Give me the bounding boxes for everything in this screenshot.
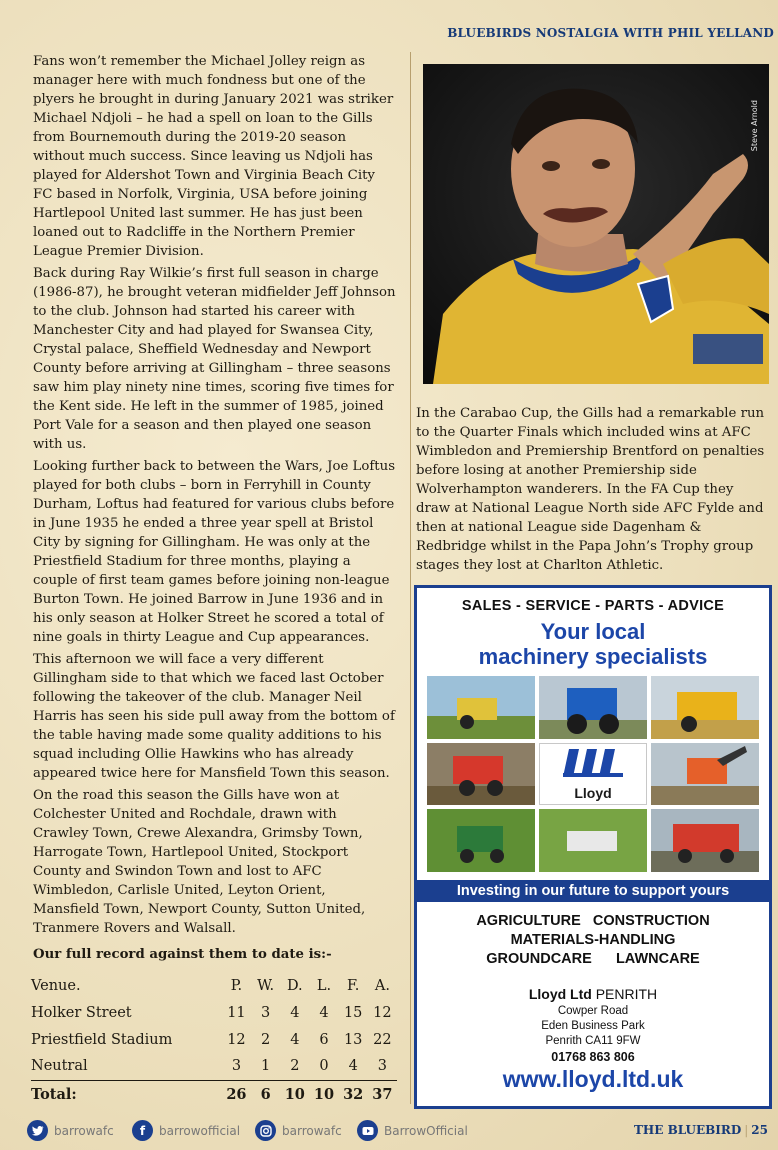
record-venue: Holker Street [31,1004,132,1021]
record-title: Our full record against them to date is:- [33,947,332,962]
facebook-icon: f [132,1120,153,1141]
record-cell: 11 [227,1004,246,1021]
record-venue: Priestfield Stadium [31,1031,173,1048]
cup-paragraph: In the Carabao Cup, the Gills had a remarkable run to the Quarter Finals which included wins at AFC Wimbledon and Premiership Brentford on penalties before losing at another Premiership side Wolverhampton wanderers. In the FA Cup they draw at National League North side AFC Fylde and then at national League side Dagenham & Redbridge whilst in the Papa John’s Trophy group stages they lost at Charlton Athletic. [416,406,765,573]
youtube-handle[interactable] [357,1120,468,1141]
record-total-label: Total: [31,1080,222,1109]
instagram-icon [255,1120,276,1141]
record-cell: 4 [290,1004,300,1021]
ad-headline-line-2: machinery specialists [478,644,708,669]
record-header-played: P. [230,977,243,994]
section-header: BLUEBIRDS NOSTALGIA WITH PHIL YELLAND [447,26,774,40]
record-cell: 2 [290,1058,300,1075]
ad-website[interactable]: www.lloyd.ltd.uk [502,1066,684,1092]
record-total-cell: 10 [280,1080,309,1109]
record-table [31,972,397,1109]
record-cell: 1 [261,1058,271,1075]
address-line-2: Eden Business Park [541,1020,645,1032]
magazine-name: THE BLUEBIRD [633,1123,742,1137]
page-number [634,1123,768,1137]
facebook-handle[interactable] [132,1120,240,1141]
services-line-3: GROUNDCARE LAWNCARE [486,951,700,967]
record-cell: 4 [290,1031,300,1048]
services-line-1: AGRICULTURE CONSTRUCTION [476,913,710,929]
record-row [31,999,397,1026]
twitter-handle-text: barrowafc [54,1123,114,1138]
record-total-cell: 26 [222,1080,251,1109]
company-name-bold: Lloyd Ltd [528,986,592,1002]
record-header-lost: L. [316,977,332,994]
player-photo [423,64,769,384]
record-header-venue: Venue. [31,977,81,994]
ad-banner: Investing in our future to support yours [417,880,769,902]
phone-number: 01768 863 806 [551,1050,635,1064]
record-cell: 4 [319,1004,329,1021]
photo-credit: Steve Arnold [750,100,759,152]
record-cell: 22 [373,1031,392,1048]
record-total-row [31,1080,397,1109]
record-venue: Neutral [31,1058,88,1075]
record-cell: 3 [231,1058,242,1075]
youtube-handle-text: BarrowOfficial [384,1123,468,1138]
twitter-icon [27,1120,48,1141]
record-total-cell: 37 [368,1080,397,1109]
column-divider [410,52,411,1104]
record-cell: 4 [348,1058,358,1075]
player-photo-illustration [423,64,769,384]
page-footer [27,1120,772,1144]
record-header-for: F. [346,977,360,994]
lloyd-logo-text: Lloyd [574,785,612,801]
facebook-handle-text: barrowofficial [159,1123,241,1138]
ad-headline [417,619,769,669]
record-header-drawn: D. [286,977,303,994]
youtube-icon [357,1120,378,1141]
article-paragraph-5: On the road this season the Gills have won at Colchester United and Rochdale, drawn with Crawley Town, Crewe Alexandra, Grimsby Town, Harrogate Town, Hartlepool United, Stockport County and Swindon Town and lost to AFC Wimbledon, Carlisle United, Leyton Orient, Mansfield Town, Newport County, Sutton United, Tranmere Rovers and Walsall. [33,788,366,936]
record-cell: 15 [343,1004,363,1021]
article-paragraph-3: Looking further back to between the Wars, Joe Loftus played for both clubs – born in Ferryhill in County Durham, Loftus had featured for various clubs before in June 1935 he ended a three year spell at Bristol City by signing for Gillingham. He was only at the Priestfield Stadium for three months, playing a couple of first team games before joining non-league Burton Town. He joined Barrow in June 1936 and in his only season at Holker Street he scored a total of nine goals in thirty League and Cup appearances. [33,459,396,645]
record-cell: 12 [373,1004,392,1021]
article-column [33,52,396,941]
lloyd-logo [539,743,647,805]
record-row [31,1026,397,1053]
company-name [417,984,769,1004]
article-paragraph-1: Fans won’t remember the Michael Jolley reign as manager here with much fondness but one of the plyers he brought in during January 2021 was striker Michael Ndjoli – he had a spell on loan to the Gills from Bournemouth during the 2019-20 season without much success. Since leaving us Ndjoli has played for Aldershot Town and Virginia Beach City FC based in Norfolk, Virginia, USA before joining Hartlepool United last summer. He has just been loaned out to Radcliffe in the Northern Premier League Premier Division. [33,54,394,259]
page-number-value: 25 [751,1123,768,1137]
record-cell: 12 [227,1031,246,1048]
lloyd-advert [414,585,772,1109]
twitter-handle[interactable] [27,1120,114,1141]
ad-address [417,984,769,1066]
article-paragraph-2: Back during Ray Wilkie’s first full season in charge (1986-87), he brought veteran midfielder Jeff Johnson to the club. Johnson had started his career with Manchester City and had played for Swansea City, Crystal palace, Sheffield Wednesday and Newport County before arriving at Gillingham – three seasons saw him play ninety nine times, scoring five times for the Kent side. He left in the summer of 1985, joined Port Vale for a season and then played one season with us. [33,266,396,452]
record-cell: 2 [261,1031,271,1048]
record-cell: 13 [343,1031,363,1048]
services-line-2: MATERIALS-HANDLING [510,932,676,948]
company-location: PENRITH [591,986,658,1002]
record-cell: 3 [261,1004,271,1021]
record-cell: 3 [377,1058,387,1075]
machinery-photo-grid [427,676,759,872]
record-row [31,1053,397,1080]
article-paragraph-4: This afternoon we will face a very different Gillingham side to that which we faced last October following the takeover of the club. Manager Neil Harris has seen his side pull away from the bottom of the table having made some quality additions to his squad including Ollie Hawkins who has already appeared twice here for Mansfield Town this season. [33,652,395,781]
footer-separator: | [744,1123,749,1137]
record-cell: 0 [319,1058,329,1075]
record-header-against: A. [374,977,390,994]
record-cell: 6 [319,1031,329,1048]
lloyd-logo-icon [563,747,623,781]
address-line-1: Cowper Road [557,1005,629,1017]
record-header-won: W. [257,977,275,994]
ad-headline-line-1: Your local [540,619,646,644]
ad-tagline: SALES - SERVICE - PARTS - ADVICE [461,598,725,614]
instagram-handle-text: barrowafc [282,1123,342,1138]
instagram-handle[interactable] [255,1120,342,1141]
record-total-cell: 6 [251,1080,280,1109]
ad-services [417,912,769,969]
record-header-row [31,972,397,999]
record-total-cell: 32 [339,1080,368,1109]
address-line-3: Penrith CA11 9FW [545,1035,641,1047]
record-total-cell: 10 [309,1080,338,1109]
